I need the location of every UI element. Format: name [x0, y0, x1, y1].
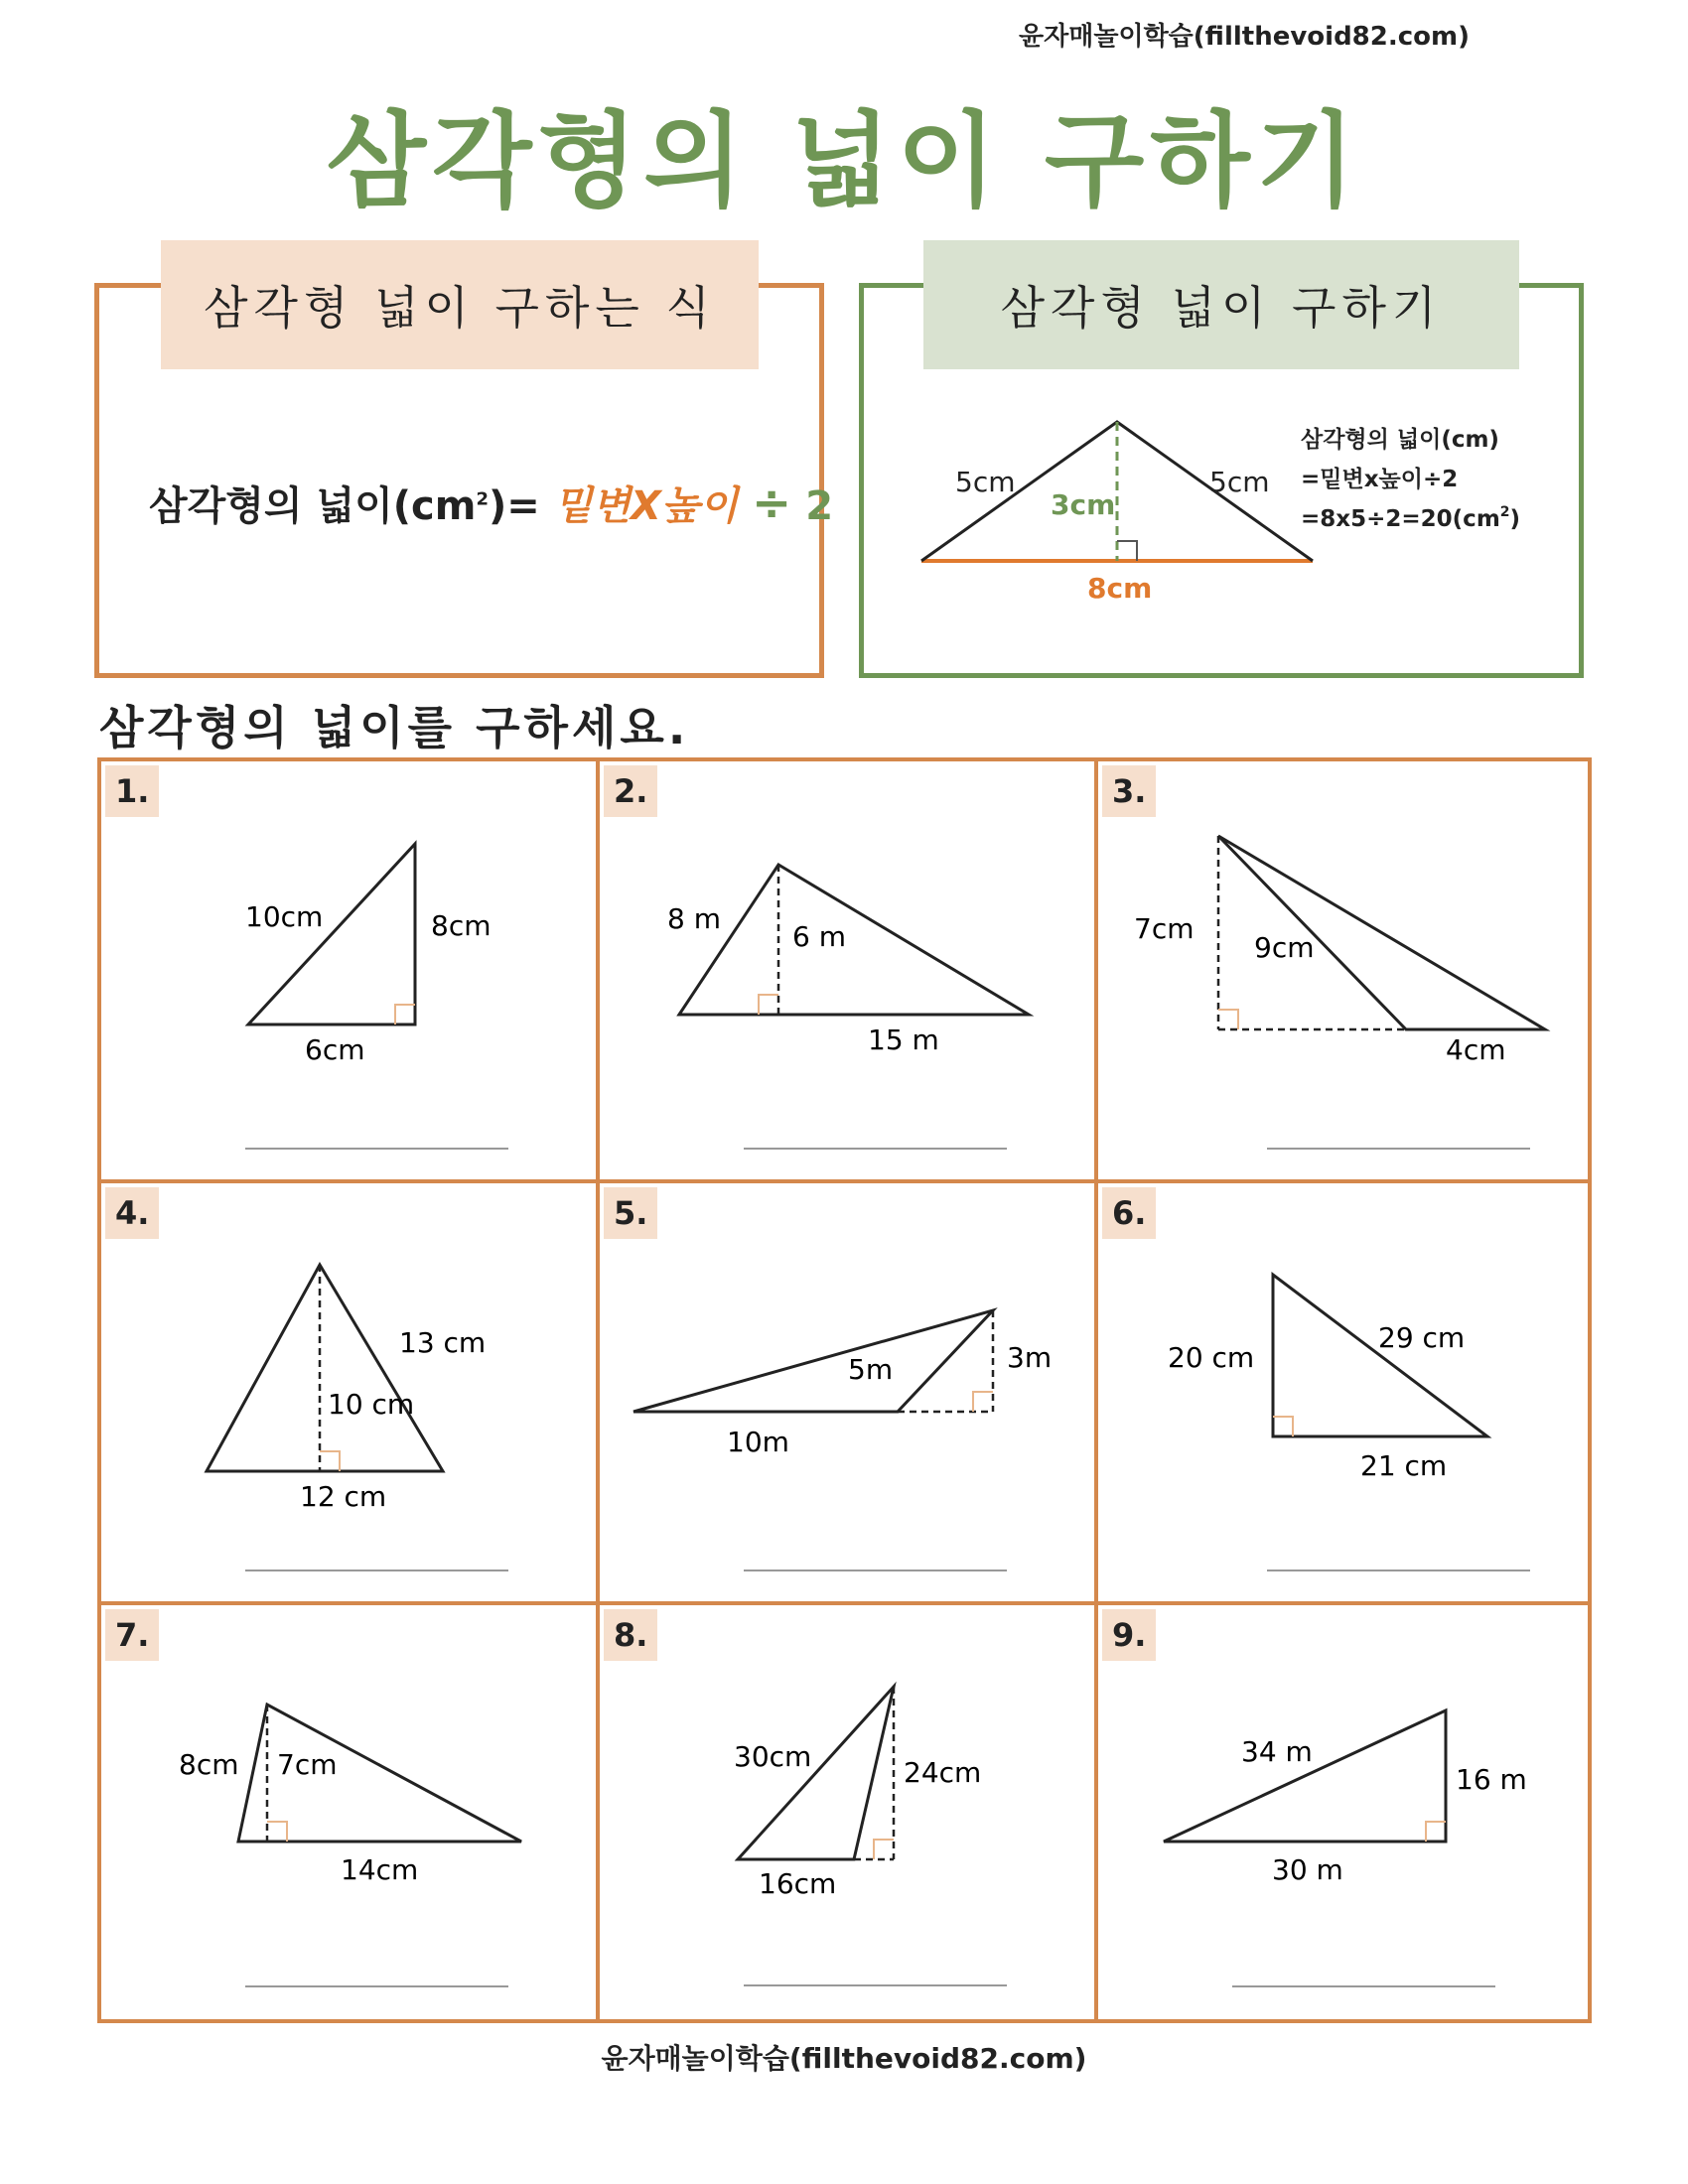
problem-4-label-c: 12 cm: [300, 1480, 387, 1513]
formula-lead: 삼각형의 넓이(cm: [149, 483, 477, 529]
example-calc-sup: 2: [1499, 504, 1510, 520]
problem-number-9: 9.: [1102, 1609, 1156, 1661]
problem-7-label-c: 14cm: [341, 1853, 419, 1886]
problem-9-label-a: 34 m: [1241, 1735, 1313, 1768]
example-left-side: 5cm: [955, 466, 1016, 498]
problem-number-8: 8.: [604, 1609, 657, 1661]
triangle-5: [633, 1310, 993, 1412]
problem-5-label-b: 3m: [1007, 1341, 1053, 1374]
triangle-figure-5: [600, 1183, 1096, 1600]
example-right-side: 5cm: [1209, 466, 1270, 498]
problem-number-7: 7.: [105, 1609, 159, 1661]
example-calc-line2: =밑변x높이÷2: [1301, 467, 1459, 492]
problem-6-label-c: 21 cm: [1360, 1449, 1448, 1482]
example-base: 8cm: [1087, 572, 1153, 605]
triangle-8: [738, 1687, 894, 1859]
triangle-figure-3: [1098, 761, 1595, 1178]
site-credit-top: 윤자매놀이학습(fillthevoid82.com): [1018, 22, 1470, 52]
problem-cell-2: [596, 757, 1098, 1183]
formula-divide: ÷: [752, 476, 792, 531]
example-calc-line1: 삼각형의 넓이(cm): [1301, 427, 1499, 453]
triangle-9: [1164, 1710, 1446, 1842]
problem-3-label-a: 7cm: [1134, 912, 1195, 945]
problem-1-label-a: 10cm: [245, 900, 324, 933]
right-angle-mark-4: [320, 1451, 340, 1471]
triangle-figure-1: [101, 761, 598, 1178]
right-angle-mark-9: [1426, 1822, 1446, 1842]
triangle-1: [248, 844, 415, 1024]
problem-cell-7: [97, 1601, 600, 2023]
right-angle-mark-3: [1218, 1010, 1238, 1029]
problem-number-4: 4.: [105, 1187, 159, 1239]
problem-3-label-b: 9cm: [1254, 931, 1315, 964]
example-right-angle: [1117, 541, 1137, 561]
site-credit-bottom: 윤자매놀이학습(fillthevoid82.com): [601, 2042, 1087, 2075]
problem-number-3: 3.: [1102, 765, 1156, 817]
problem-cell-4: [97, 1179, 600, 1605]
problem-number-5: 5.: [604, 1187, 657, 1239]
answer-line-7: [245, 1985, 508, 1987]
problem-8-label-b: 24cm: [904, 1756, 982, 1789]
problem-4-label-b: 10 cm: [328, 1388, 415, 1421]
problem-cell-8: [596, 1601, 1098, 2023]
example-calc-line3-main: =8x5÷2=20(cm: [1301, 506, 1500, 532]
problem-9-label-b: 16 m: [1456, 1763, 1527, 1796]
answer-line-1: [245, 1148, 508, 1150]
problem-cell-1: [97, 757, 600, 1183]
problem-grid: [97, 757, 1592, 2023]
problem-cell-3: [1094, 757, 1592, 1183]
triangle-figure-2: [600, 761, 1096, 1178]
triangle-figure-6: [1098, 1183, 1595, 1600]
right-angle-mark-8: [874, 1840, 894, 1859]
triangle-figure-4: [101, 1183, 598, 1600]
triangle-figure-9: [1098, 1605, 1595, 2022]
problem-2-label-a: 8 m: [667, 902, 721, 935]
right-angle-mark-7: [267, 1822, 287, 1842]
example-calc-close: ): [1509, 506, 1521, 532]
problem-9-label-c: 30 m: [1272, 1853, 1343, 1886]
example-tab-label: 삼각형 넓이 구하기: [923, 240, 1519, 369]
formula-base-height: 밑변X높이: [553, 483, 739, 529]
page-title: 삼각형의 넓이 구하기: [326, 100, 1362, 221]
problem-7-label-b: 7cm: [277, 1748, 338, 1781]
problem-number-1: 1.: [105, 765, 159, 817]
problem-number-2: 2.: [604, 765, 657, 817]
formula-sup: 2: [476, 488, 489, 510]
formula-tab-label: 삼각형 넓이 구하는 식: [161, 240, 759, 369]
problem-5-label-a: 5m: [848, 1353, 894, 1386]
triangle-4: [207, 1265, 443, 1471]
problem-2-label-b: 6 m: [792, 920, 846, 953]
triangle-figure-8: [600, 1605, 1096, 2022]
right-angle-mark-5: [973, 1392, 993, 1412]
formula-close: )=: [488, 483, 540, 529]
triangle-6: [1273, 1275, 1487, 1436]
problem-6-label-a: 20 cm: [1168, 1341, 1255, 1374]
triangle-2: [679, 865, 1029, 1015]
problem-cell-5: [596, 1179, 1098, 1605]
example-height: 3cm: [1051, 488, 1116, 521]
right-angle-mark-6: [1273, 1417, 1293, 1436]
problem-cell-9: [1094, 1601, 1592, 2023]
formula-two: 2: [805, 483, 834, 529]
problem-6-label-b: 29 cm: [1378, 1321, 1466, 1354]
problem-cell-6: [1094, 1179, 1592, 1605]
triangle-figure-7: [101, 1605, 598, 2022]
answer-line-8: [744, 1984, 1007, 1986]
problem-8-label-c: 16cm: [759, 1867, 837, 1900]
instruction-text: 삼각형의 넓이를 구하세요.: [99, 701, 690, 754]
example-diagram: [894, 397, 1549, 635]
answer-line-2: [744, 1148, 1007, 1150]
problem-1-label-b: 8cm: [431, 909, 492, 942]
answer-line-3: [1267, 1148, 1530, 1150]
problem-7-label-a: 8cm: [179, 1748, 239, 1781]
area-formula: [149, 475, 833, 531]
example-calc-line3: [1301, 504, 1520, 532]
answer-line-6: [1267, 1570, 1530, 1571]
answer-line-5: [744, 1570, 1007, 1571]
problem-1-label-c: 6cm: [305, 1033, 365, 1066]
answer-line-9: [1232, 1985, 1495, 1987]
problem-8-label-a: 30cm: [734, 1740, 812, 1773]
right-angle-mark-1: [395, 1005, 415, 1024]
problem-3-label-c: 4cm: [1446, 1033, 1506, 1066]
problem-5-label-c: 10m: [727, 1426, 789, 1458]
problem-4-label-a: 13 cm: [399, 1326, 487, 1359]
problem-2-label-c: 15 m: [868, 1024, 939, 1056]
right-angle-mark-2: [759, 995, 778, 1015]
answer-line-4: [245, 1570, 508, 1571]
problem-number-6: 6.: [1102, 1187, 1156, 1239]
